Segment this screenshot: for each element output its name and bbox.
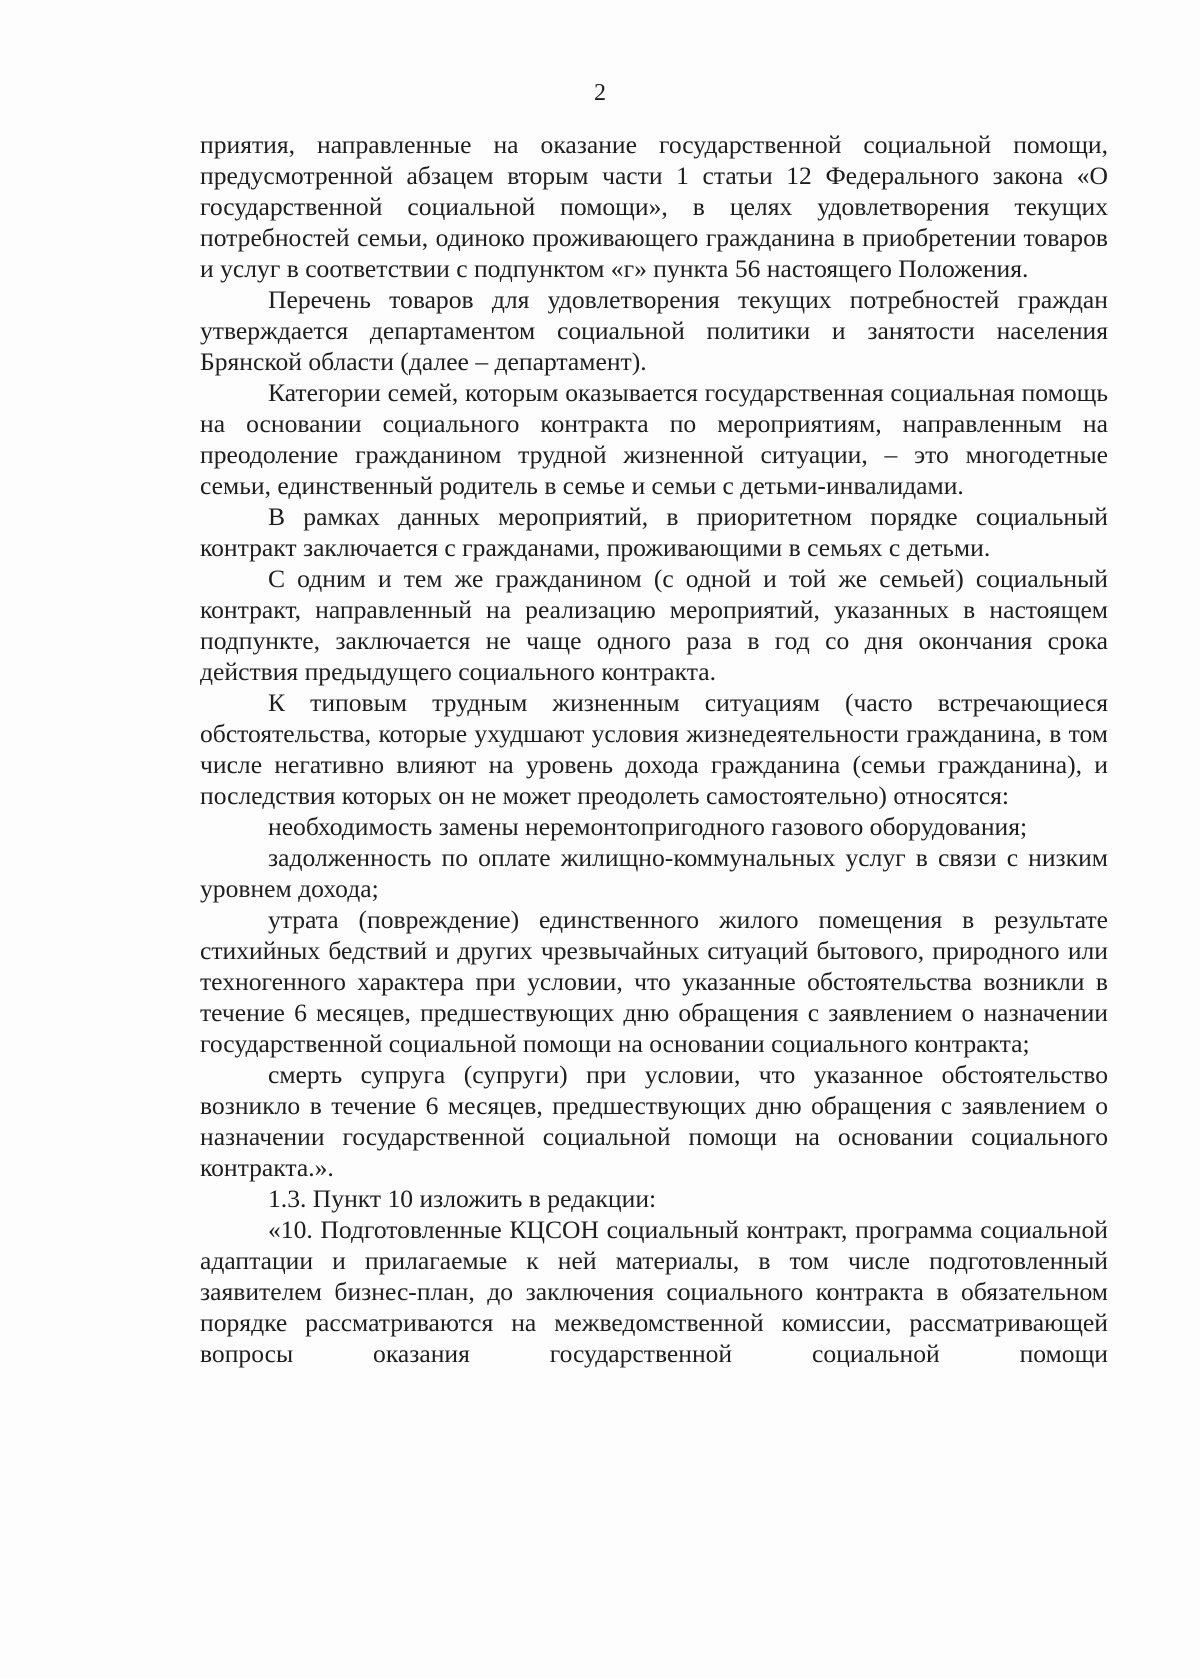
paragraph-family-categories: Категории семей, которым оказывается государственная социальная помощь на основании социального контракта по мероприятиям, направленным на преодоление гражданином трудной жизненной ситуации, – это многодетные семьи, единственный родитель в семье и семьи с детьми-инвалидами.: [200, 378, 1108, 500]
paragraph-item-10: «10. Подготовленные КЦСОН социальный контракт, программа социальной адаптации и прилагаемые к ней материалы, в том числе подготовленный заявителем бизнес-план, до заключения социального контракта в обязательном порядке рассматриваются на межведомственной комиссии, рассматривающей вопросы оказания государственной социальной помощи: [200, 1215, 1108, 1368]
paragraph-continuation: приятия, направленные на оказание государственной социальной помощи, предусмотренной абзацем вторым части 1 статьи 12 Федерального закона «О государственной социальной помощи», в целях удовлетворения текущих потребностей семьи, одиноко проживающего гражданина в приобретении товаров и услуг в соответствии с подпунктом «г» пункта 56 настоящего Положения.: [200, 130, 1108, 283]
paragraph-amendment-heading: 1.3. Пункт 10 изложить в редакции:: [268, 1184, 657, 1213]
list-item-spouse-death: смерть супруга (супруги) при условии, что указанное обстоятельство возникло в течение 6 месяцев, предшествующих дню обращения с заявлением о назначении государственной социальной помощи на основании социального контракта.».: [200, 1060, 1108, 1182]
list-item-gas-equipment: необходимость замены неремонтопригодного газового оборудования;: [268, 812, 1028, 841]
paragraph-goods-list: Перечень товаров для удовлетворения текущих потребностей граждан утверждается департаментом социальной политики и занятости населения Брянской области (далее – департамент).: [200, 285, 1108, 376]
page-number: 2: [594, 80, 606, 106]
document-body: [200, 129, 1108, 1369]
paragraph-priority: В рамках данных мероприятий, в приоритетном порядке социальный контракт заключается с гражданами, проживающими в семьях с детьми.: [200, 502, 1108, 562]
paragraph-frequency: С одним и тем же гражданином (с одной и той же семьей) социальный контракт, направленный на реализацию мероприятий, указанных в настоящем подпункте, заключается не чаще одного раза в год со дня окончания срока действия предыдущего социального контракта.: [200, 564, 1108, 686]
list-item-utility-debt: задолженность по оплате жилищно-коммунальных услуг в связи с низким уровнем дохода;: [200, 843, 1108, 903]
paragraph-typical-situations: К типовым трудным жизненным ситуациям (часто встречающиеся обстоятельства, которые ухудшают условия жизнедеятельности гражданина, в том числе негативно влияют на уровень дохода гражданина (семьи гражданина), и последствия которых он не может преодолеть самостоятельно) относятся:: [200, 688, 1108, 810]
list-item-housing-loss: утрата (повреждение) единственного жилого помещения в результате стихийных бедствий и других чрезвычайных ситуаций бытового, природного или техногенного характера при условии, что указанные обстоятельства возникли в течение 6 месяцев, предшествующих дню обращения с заявлением о назначении государственной социальной помощи на основании социального контракта;: [200, 905, 1108, 1058]
